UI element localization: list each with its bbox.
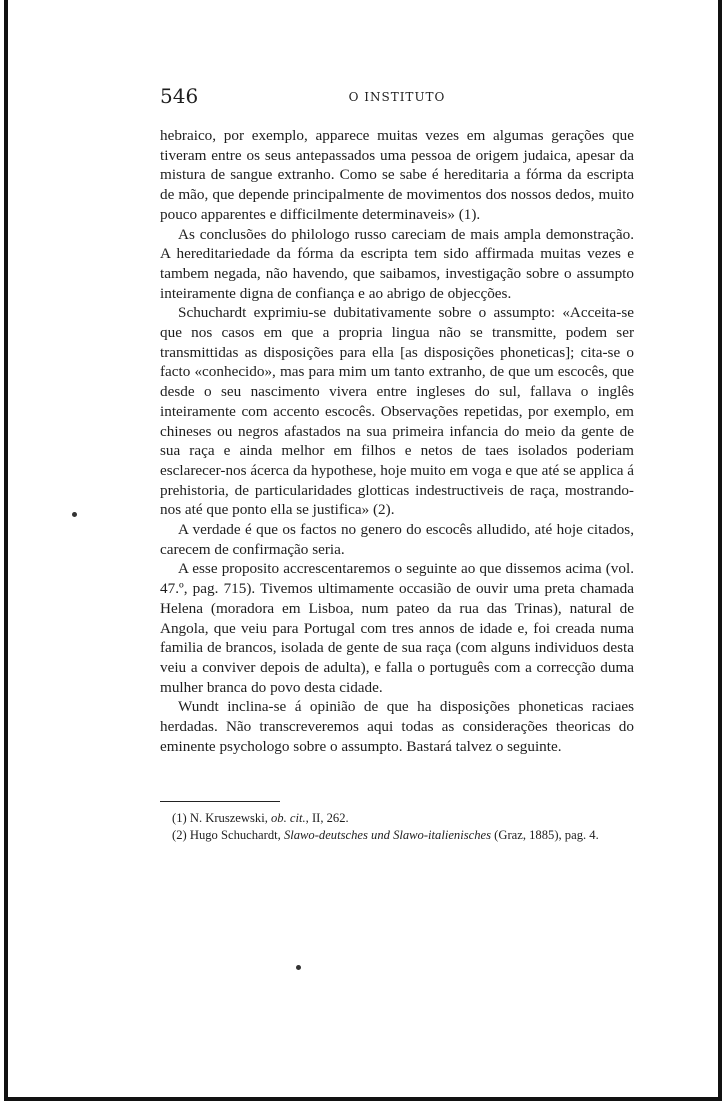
footnote-1-ref: ob. cit., [271,810,309,825]
footnotes [160,810,634,844]
paragraph-3: Schuchardt exprimiu-se dubitativamente sobre o assumpto: «Acceita-se que nos casos em que a propria lingua não se transmitte, podem ser transmittidas as disposições para ella [as disposições phoneticas]; cita-se o facto «conhecido», mas para mim um tanto extranho, de que um escocês, que desde o seu nascimento vivera entre ingleses do sul, fallava o inglês inteiramente com accento escocês. Observações repetidas, por exemplo, em chineses ou negros afastados na sua primeira infancia do meio da gente de sua raça e ainda melhor em filhos e netos de taes isolados poderiam esclarecer-nos ácerca da hypothese, hoje muito em voga e que até se applica á prehistoria, de particularidades glotticas indestructiveis de raça, mostrando-nos até que ponto ella se justifica» (2). [160,304,634,519]
body-text [160,126,634,757]
footnote-rule [160,801,280,802]
paragraph-4: A verdade é que os factos no genero do escocês alludido, até hoje citados, carecem de confirmação seria. [160,521,634,558]
footnote-1-author: N. Kruszewski, [189,810,268,825]
page-number: 546 [160,84,199,108]
footnote-2-marker: (2) [172,827,187,842]
running-head [160,78,634,114]
footnote-2-title: Slawo-deutsches und Slawo-italienisches [283,827,492,842]
running-title: O INSTITUTO [348,90,446,104]
footnote-2 [160,827,634,844]
footnote-1-rest: II, 262. [311,810,349,825]
footnote-1-marker: (1) [172,810,187,825]
footnote-2-author: Hugo Schuchardt, [189,827,281,842]
footnote-1 [160,810,634,827]
footnote-2-rest: (Graz, 1885), pag. 4. [494,827,599,842]
paragraph-1: hebraico, por exemplo, apparece muitas vezes em algumas gerações que tiveram entre os seus antepassados uma pessoa de origem judaica, apesar da mistura de sangue extranho. Como se sabe é hereditaria a fórma da escripta de mão, que depende principalmente de movimentos dos nossos dedos, muito pouco apparentes e difficilmente determinaveis» (1). [160,127,634,223]
speck-mark [72,512,77,517]
speck-mark [296,965,301,970]
paragraph-2: As conclusões do philologo russo careciam de mais ampla demonstração. A hereditariedade da fórma da escripta tem sido affirmada muitas vezes e tambem negada, não havendo, que saibamos, investigação sobre o assumpto inteiramente digna de confiança e ao abrigo de objecções. [160,225,634,302]
paragraph-6: Wundt inclina-se á opinião de que ha disposições phoneticas raciaes herdadas. Não transcreveremos aqui todas as considerações theoricas do eminente psychologo sobre o assumpto. Bastará talvez o seguinte. [160,698,634,755]
paragraph-5: A esse proposito accrescentaremos o seguinte ao que dissemos acima (vol. 47.º, pag. 715). Tivemos ultimamente occasião de ouvir uma preta chamada Helena (moradora em Lisboa, num pateo da rua das Trinas), natural de Angola, que veiu para Portugal com tres annos de idade e, foi creada numa familia de brancos, isolada de gente de sua raça (com alguns individuos desta veiu a conviver depois de adulta), e falla o português com a correcção duma mulher branca do povo desta cidade. [160,560,634,696]
page-content [160,78,634,844]
